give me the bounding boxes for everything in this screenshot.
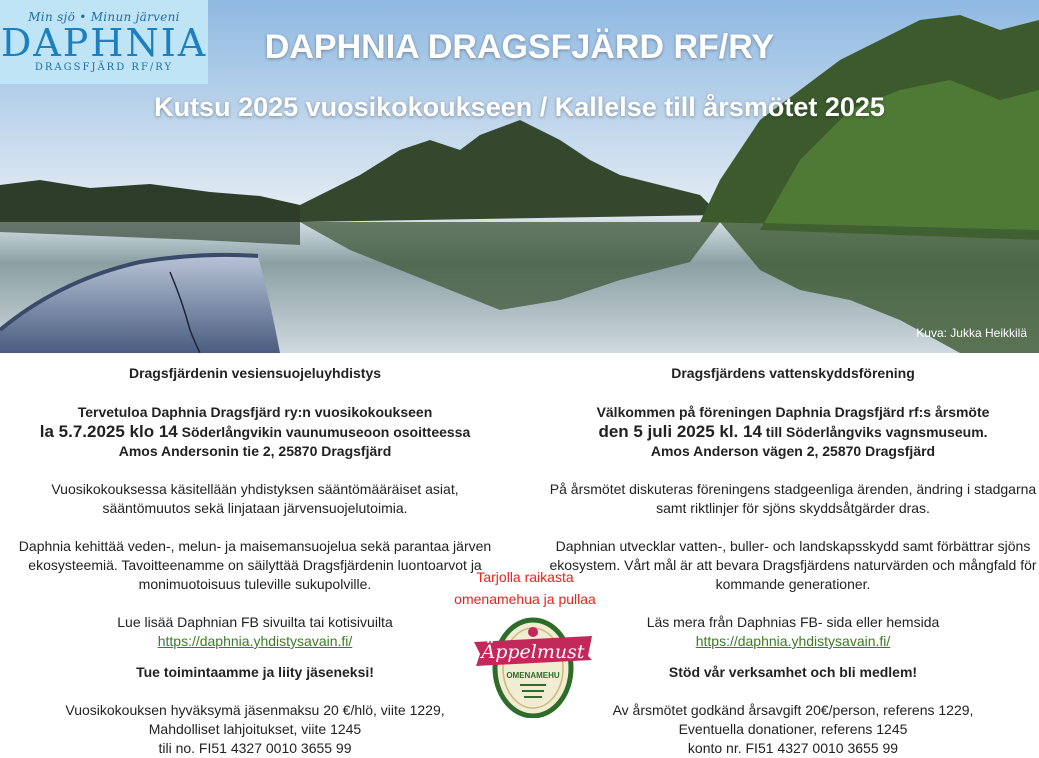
swedish-account: konto nr. FI51 4327 0010 3655 99 (687, 740, 899, 756)
badge-label: OMENAMEHU (506, 671, 560, 680)
finnish-join: Tue toimintaamme ja liity jäseneksi! (136, 664, 374, 680)
swedish-date-line (548, 422, 1038, 442)
offer-line-1: Tarjolla raikasta (476, 569, 574, 585)
swedish-fee: Av årsmötet godkänd årsavgift 20€/person, referens 1229, (612, 702, 974, 718)
finnish-address: Amos Andersonin tie 2, 25870 Dragsfjärd (118, 443, 392, 459)
finnish-website-link[interactable]: https://daphnia.yhdistysavain.fi/ (157, 633, 353, 649)
swedish-donations: Eventuella donationer, referens 1245 (678, 721, 908, 737)
finnish-agenda: Vuosikokouksessa käsitellään yhdistyksen sääntömääräiset asiat, sääntömuutos sekä linjataan järvensuojelutoimia. (51, 481, 459, 516)
page-subtitle: Kutsu 2025 vuosikokoukseen / Kallelse till årsmötet 2025 (154, 92, 885, 122)
offer-line-2: omenamehua ja pullaa (454, 591, 596, 607)
finnish-more-info: Lue lisää Daphnian FB sivuilta tai kotisivuilta (117, 614, 393, 630)
finnish-mission: Daphnia kehittää veden-, melun- ja maisemansuojelua sekä parantaa järven ekosysteemiä. Tavoitteenamme on säilyttää Dragsfjärdenin luontoarvot ja monimuotoisuus tuleville sukupolville. (18, 538, 492, 592)
swedish-agenda: På årsmötet diskuteras föreningens stadgeenliga ärenden, ändring i stadgarna samt riktlinjer för sjöns skyddsåtgärder dras. (549, 481, 1037, 516)
logo-name: DAPHNIA (0, 21, 208, 65)
finnish-date-line (10, 422, 500, 442)
swedish-address: Amos Anderson vägen 2, 25870 Dragsfjärd (650, 443, 936, 459)
swedish-join: Stöd vår verksamhet och bli medlem! (668, 664, 918, 680)
finnish-fee: Vuosikokouksen hyväksymä jäsenmaksu 20 €/hlö, viite 1229, (65, 702, 445, 718)
swedish-heading: Dragsfjärdens vattenskyddsförening (671, 365, 915, 381)
logo-tagline: Min sjö • Minun järveni (28, 10, 180, 24)
refreshments-offer (445, 566, 605, 610)
photo-credit: Kuva: Jukka Heikkilä (916, 326, 1027, 340)
swedish-mission: Daphnian utvecklar vatten-, buller- och landskapsskydd samt förbättrar sjöns ekosystem. Vårt mål är att bevara Dragsfjärdens naturvärden och mångfald för kommande generationer. (549, 538, 1037, 592)
finnish-venue: Söderlångvikin vaunumuseoon osoitteessa (177, 424, 471, 440)
swedish-date: den 5 juli 2025 kl. 14 (598, 422, 762, 441)
finnish-donations: Mahdolliset lahjoitukset, viite 1245 (148, 721, 362, 737)
page-title: DAPHNIA DRAGSFJÄRD RF/RY (264, 28, 775, 66)
finnish-account: tili no. FI51 4327 0010 3655 99 (158, 740, 352, 756)
swedish-venue: till Söderlångviks vagnsmuseum. (761, 424, 988, 440)
finnish-date: la 5.7.2025 klo 14 (39, 422, 178, 441)
swedish-welcome: Välkommen på föreningen Daphnia Dragsfjärd rf:s årsmöte (596, 404, 990, 420)
finnish-column (10, 360, 500, 758)
badge-brand: Äppelmust (481, 641, 585, 663)
finnish-heading: Dragsfjärdenin vesiensuojeluyhdistys (128, 365, 382, 381)
swedish-more-info: Läs mera från Daphnias FB- sida eller hemsida (646, 614, 940, 630)
swedish-column (548, 360, 1038, 758)
appelmust-badge-icon (472, 612, 594, 718)
finnish-welcome: Tervetuloa Daphnia Dragsfjärd ry:n vuosikokoukseen (77, 404, 433, 420)
logo-subtitle: DRAGSFJÄRD RF/RY (34, 62, 174, 73)
swedish-website-link[interactable]: https://daphnia.yhdistysavain.fi/ (695, 633, 891, 649)
